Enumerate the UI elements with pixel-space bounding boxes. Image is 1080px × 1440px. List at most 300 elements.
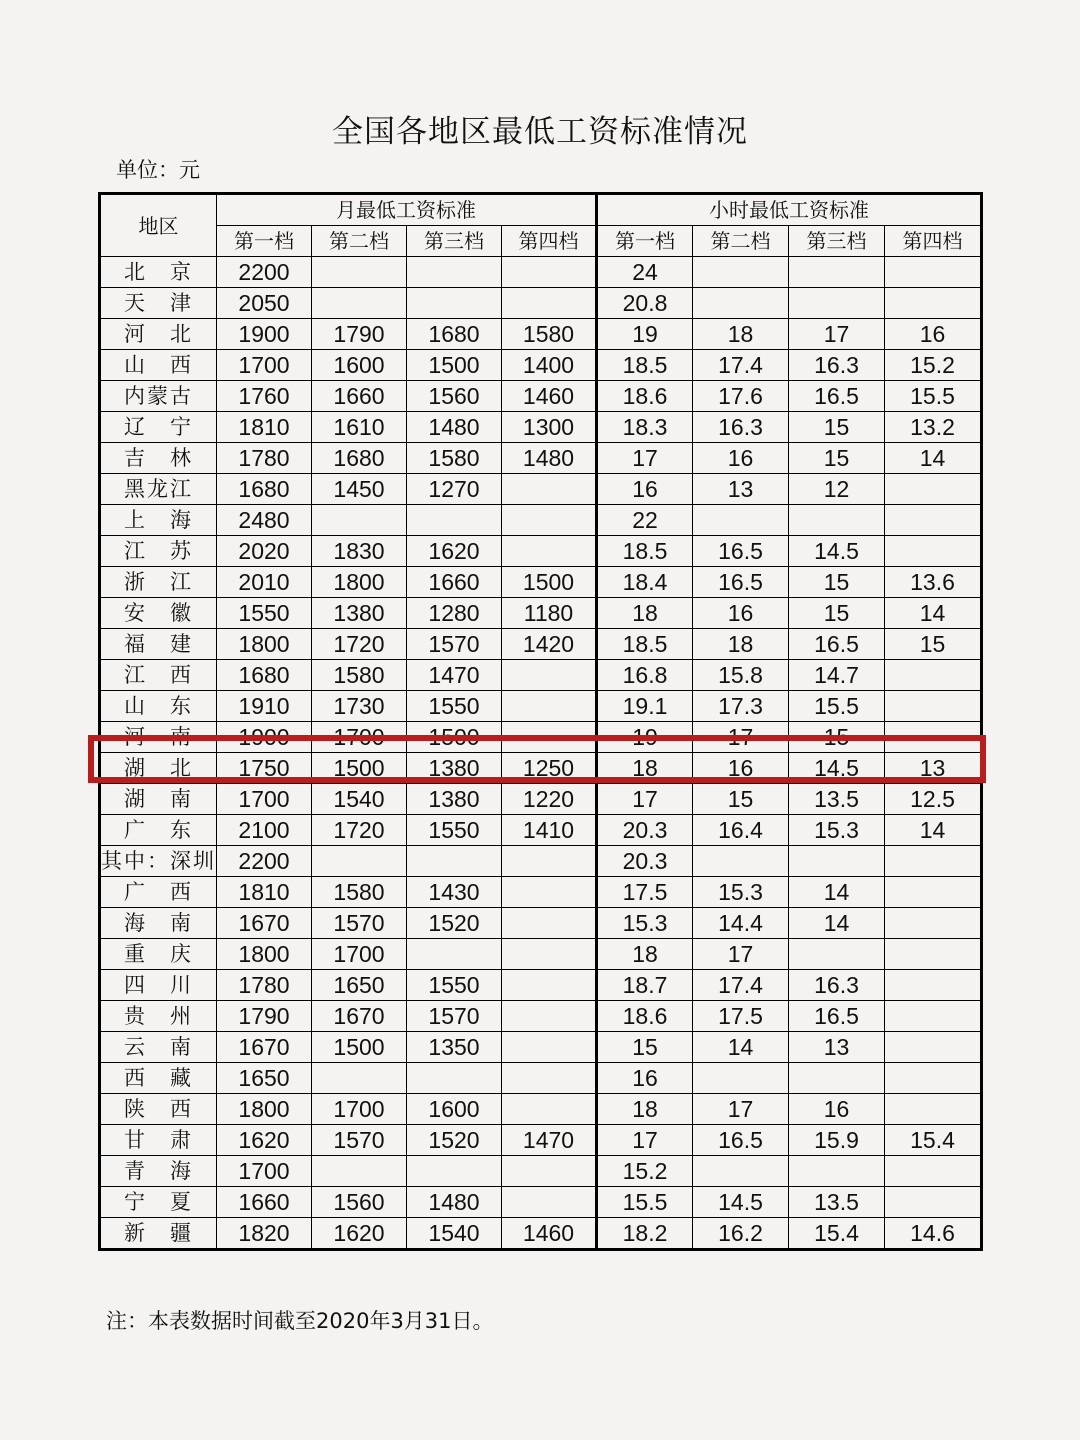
table-row bbox=[100, 815, 982, 846]
monthly-tier-2-cell: 1670 bbox=[312, 1001, 407, 1032]
hourly-tier-2-cell: 18 bbox=[693, 319, 789, 350]
region-cell: 河 南 bbox=[100, 722, 217, 753]
monthly-tier-4-cell bbox=[502, 1063, 597, 1094]
monthly-tier-2-header: 第二档 bbox=[312, 226, 407, 257]
monthly-tier-1-cell: 1910 bbox=[217, 691, 312, 722]
monthly-tier-4-cell bbox=[502, 1187, 597, 1218]
monthly-tier-4-cell bbox=[502, 474, 597, 505]
hourly-tier-3-cell: 14.5 bbox=[789, 536, 885, 567]
monthly-tier-2-cell: 1450 bbox=[312, 474, 407, 505]
hourly-tier-4-cell bbox=[885, 722, 982, 753]
monthly-tier-2-cell: 1720 bbox=[312, 815, 407, 846]
monthly-tier-1-cell: 1820 bbox=[217, 1218, 312, 1250]
monthly-tier-3-cell: 1500 bbox=[407, 350, 502, 381]
table-row bbox=[100, 970, 982, 1001]
monthly-tier-4-cell bbox=[502, 536, 597, 567]
hourly-tier-2-cell bbox=[693, 505, 789, 536]
hourly-tier-3-cell: 15 bbox=[789, 412, 885, 443]
table-row bbox=[100, 1125, 982, 1156]
monthly-tier-1-cell: 1700 bbox=[217, 350, 312, 381]
monthly-tier-4-cell: 1500 bbox=[502, 567, 597, 598]
monthly-tier-2-cell bbox=[312, 1063, 407, 1094]
monthly-tier-3-cell bbox=[407, 939, 502, 970]
monthly-tier-1-cell: 1780 bbox=[217, 443, 312, 474]
monthly-tier-4-cell: 1300 bbox=[502, 412, 597, 443]
hourly-tier-1-cell: 17 bbox=[597, 1125, 693, 1156]
hourly-tier-4-cell: 13.2 bbox=[885, 412, 982, 443]
monthly-tier-3-cell: 1660 bbox=[407, 567, 502, 598]
monthly-tier-1-cell: 1810 bbox=[217, 877, 312, 908]
monthly-tier-2-cell: 1560 bbox=[312, 1187, 407, 1218]
hourly-tier-4-cell bbox=[885, 505, 982, 536]
monthly-tier-1-cell: 1800 bbox=[217, 1094, 312, 1125]
hourly-tier-2-cell: 16.4 bbox=[693, 815, 789, 846]
monthly-tier-4-cell bbox=[502, 1094, 597, 1125]
hourly-tier-3-cell bbox=[789, 288, 885, 319]
hourly-tier-3-cell bbox=[789, 1063, 885, 1094]
footnote: 注：本表数据时间截至2020年3月31日。 bbox=[106, 1309, 494, 1333]
monthly-tier-2-cell: 1700 bbox=[312, 1094, 407, 1125]
hourly-tier-4-cell: 14 bbox=[885, 815, 982, 846]
hourly-tier-4-cell: 15.2 bbox=[885, 350, 982, 381]
hourly-tier-4-cell bbox=[885, 1001, 982, 1032]
monthly-tier-1-cell: 1810 bbox=[217, 412, 312, 443]
hourly-tier-1-cell: 16 bbox=[597, 474, 693, 505]
monthly-tier-3-cell: 1620 bbox=[407, 536, 502, 567]
hourly-tier-4-cell bbox=[885, 474, 982, 505]
monthly-tier-1-cell: 1660 bbox=[217, 1187, 312, 1218]
table-row bbox=[100, 319, 982, 350]
monthly-tier-1-cell: 2480 bbox=[217, 505, 312, 536]
monthly-tier-2-cell: 1540 bbox=[312, 784, 407, 815]
region-cell: 辽 宁 bbox=[100, 412, 217, 443]
hourly-tier-3-cell bbox=[789, 846, 885, 877]
table-row bbox=[100, 443, 982, 474]
table-row bbox=[100, 691, 982, 722]
monthly-tier-1-cell: 1800 bbox=[217, 939, 312, 970]
table-row bbox=[100, 536, 982, 567]
hourly-tier-1-cell: 17.5 bbox=[597, 877, 693, 908]
hourly-tier-4-cell bbox=[885, 257, 982, 288]
hourly-tier-2-cell: 18 bbox=[693, 629, 789, 660]
hourly-tier-1-cell: 18.5 bbox=[597, 536, 693, 567]
hourly-tier-4-cell: 16 bbox=[885, 319, 982, 350]
monthly-tier-3-cell: 1430 bbox=[407, 877, 502, 908]
monthly-tier-3-cell bbox=[407, 846, 502, 877]
monthly-tier-4-cell bbox=[502, 1032, 597, 1063]
region-cell: 黑龙江 bbox=[100, 474, 217, 505]
region-cell: 海 南 bbox=[100, 908, 217, 939]
hourly-tier-4-cell bbox=[885, 1156, 982, 1187]
table-row bbox=[100, 877, 982, 908]
table-row bbox=[100, 846, 982, 877]
hourly-tier-3-cell: 15.4 bbox=[789, 1218, 885, 1250]
monthly-tier-3-cell: 1380 bbox=[407, 753, 502, 784]
monthly-tier-1-cell: 1750 bbox=[217, 753, 312, 784]
monthly-tier-4-cell: 1400 bbox=[502, 350, 597, 381]
monthly-tier-3-cell: 1280 bbox=[407, 598, 502, 629]
region-cell: 湖 南 bbox=[100, 784, 217, 815]
monthly-tier-4-cell bbox=[502, 908, 597, 939]
table-row bbox=[100, 908, 982, 939]
hourly-tier-1-cell: 19 bbox=[597, 722, 693, 753]
monthly-tier-3-cell: 1380 bbox=[407, 784, 502, 815]
monthly-group-header: 月最低工资标准 bbox=[217, 194, 597, 226]
monthly-tier-2-cell: 1790 bbox=[312, 319, 407, 350]
table-row bbox=[100, 412, 982, 443]
monthly-tier-3-cell: 1600 bbox=[407, 1094, 502, 1125]
hourly-tier-3-cell: 16.3 bbox=[789, 970, 885, 1001]
monthly-tier-1-cell: 1700 bbox=[217, 784, 312, 815]
hourly-tier-2-cell: 16 bbox=[693, 598, 789, 629]
monthly-tier-3-cell: 1270 bbox=[407, 474, 502, 505]
table-row bbox=[100, 1001, 982, 1032]
monthly-tier-2-cell: 1600 bbox=[312, 350, 407, 381]
monthly-tier-3-cell: 1520 bbox=[407, 908, 502, 939]
hourly-tier-3-cell: 16.5 bbox=[789, 629, 885, 660]
hourly-tier-2-cell: 17.3 bbox=[693, 691, 789, 722]
hourly-tier-2-header: 第二档 bbox=[693, 226, 789, 257]
hourly-tier-2-cell: 17.6 bbox=[693, 381, 789, 412]
hourly-tier-4-cell bbox=[885, 877, 982, 908]
monthly-tier-4-cell: 1460 bbox=[502, 381, 597, 412]
hourly-tier-3-cell bbox=[789, 505, 885, 536]
hourly-tier-1-cell: 17 bbox=[597, 443, 693, 474]
monthly-tier-4-cell bbox=[502, 939, 597, 970]
monthly-tier-4-cell: 1410 bbox=[502, 815, 597, 846]
monthly-tier-1-cell: 1760 bbox=[217, 381, 312, 412]
monthly-tier-4-cell bbox=[502, 722, 597, 753]
monthly-tier-3-cell: 1470 bbox=[407, 660, 502, 691]
unit-label: 单位：元 bbox=[116, 158, 200, 182]
hourly-tier-1-cell: 18 bbox=[597, 939, 693, 970]
hourly-tier-2-cell: 15.8 bbox=[693, 660, 789, 691]
region-cell: 安 徽 bbox=[100, 598, 217, 629]
hourly-tier-3-header: 第三档 bbox=[789, 226, 885, 257]
region-cell: 青 海 bbox=[100, 1156, 217, 1187]
region-cell: 江 苏 bbox=[100, 536, 217, 567]
monthly-tier-3-cell bbox=[407, 505, 502, 536]
hourly-tier-2-cell bbox=[693, 1156, 789, 1187]
hourly-tier-3-cell: 16.3 bbox=[789, 350, 885, 381]
monthly-tier-1-cell: 1900 bbox=[217, 319, 312, 350]
monthly-tier-3-cell: 1550 bbox=[407, 815, 502, 846]
hourly-tier-4-cell bbox=[885, 939, 982, 970]
hourly-tier-4-header: 第四档 bbox=[885, 226, 982, 257]
monthly-tier-3-cell bbox=[407, 1156, 502, 1187]
hourly-tier-3-cell bbox=[789, 1156, 885, 1187]
hourly-tier-4-cell: 13.6 bbox=[885, 567, 982, 598]
table-row bbox=[100, 1032, 982, 1063]
hourly-tier-3-cell: 12 bbox=[789, 474, 885, 505]
monthly-tier-4-cell bbox=[502, 970, 597, 1001]
region-cell: 其中：深圳 bbox=[100, 846, 217, 877]
hourly-tier-3-cell: 14 bbox=[789, 908, 885, 939]
monthly-tier-4-cell: 1580 bbox=[502, 319, 597, 350]
monthly-tier-4-cell bbox=[502, 1001, 597, 1032]
hourly-tier-1-cell: 19.1 bbox=[597, 691, 693, 722]
hourly-tier-2-cell bbox=[693, 288, 789, 319]
hourly-tier-2-cell: 16.5 bbox=[693, 567, 789, 598]
monthly-tier-3-header: 第三档 bbox=[407, 226, 502, 257]
region-cell: 天 津 bbox=[100, 288, 217, 319]
region-cell: 上 海 bbox=[100, 505, 217, 536]
hourly-tier-2-cell: 17 bbox=[693, 939, 789, 970]
hourly-tier-4-cell bbox=[885, 1187, 982, 1218]
hourly-tier-4-cell bbox=[885, 908, 982, 939]
monthly-tier-2-cell: 1620 bbox=[312, 1218, 407, 1250]
monthly-tier-4-cell bbox=[502, 1156, 597, 1187]
hourly-tier-3-cell: 15 bbox=[789, 567, 885, 598]
region-header: 地区 bbox=[100, 194, 217, 257]
table-row bbox=[100, 1063, 982, 1094]
monthly-tier-1-cell: 1700 bbox=[217, 1156, 312, 1187]
monthly-tier-3-cell bbox=[407, 257, 502, 288]
monthly-tier-4-cell: 1480 bbox=[502, 443, 597, 474]
hourly-tier-1-cell: 18 bbox=[597, 753, 693, 784]
monthly-tier-4-cell bbox=[502, 877, 597, 908]
monthly-tier-1-header: 第一档 bbox=[217, 226, 312, 257]
hourly-tier-4-cell: 13 bbox=[885, 753, 982, 784]
monthly-tier-4-cell: 1180 bbox=[502, 598, 597, 629]
table-row bbox=[100, 1094, 982, 1125]
monthly-tier-1-cell: 1670 bbox=[217, 1032, 312, 1063]
monthly-tier-4-cell: 1420 bbox=[502, 629, 597, 660]
table-row bbox=[100, 1187, 982, 1218]
region-cell: 云 南 bbox=[100, 1032, 217, 1063]
hourly-tier-3-cell: 15.5 bbox=[789, 691, 885, 722]
hourly-tier-4-cell bbox=[885, 691, 982, 722]
hourly-tier-4-cell bbox=[885, 1094, 982, 1125]
hourly-tier-2-cell: 16.5 bbox=[693, 536, 789, 567]
region-cell: 山 西 bbox=[100, 350, 217, 381]
hourly-tier-4-cell: 12.5 bbox=[885, 784, 982, 815]
document-title: 全国各地区最低工资标准情况 bbox=[332, 114, 748, 150]
hourly-tier-1-cell: 15.5 bbox=[597, 1187, 693, 1218]
monthly-tier-3-cell: 1500 bbox=[407, 722, 502, 753]
monthly-tier-2-cell bbox=[312, 257, 407, 288]
hourly-tier-2-cell: 17.5 bbox=[693, 1001, 789, 1032]
monthly-tier-4-cell: 1470 bbox=[502, 1125, 597, 1156]
hourly-tier-1-cell: 19 bbox=[597, 319, 693, 350]
hourly-tier-2-cell: 16 bbox=[693, 753, 789, 784]
region-cell: 浙 江 bbox=[100, 567, 217, 598]
hourly-tier-3-cell: 13 bbox=[789, 1032, 885, 1063]
hourly-tier-2-cell: 16.2 bbox=[693, 1218, 789, 1250]
table-row bbox=[100, 257, 982, 288]
monthly-tier-4-cell: 1220 bbox=[502, 784, 597, 815]
hourly-tier-1-header: 第一档 bbox=[597, 226, 693, 257]
monthly-tier-4-cell: 1250 bbox=[502, 753, 597, 784]
monthly-tier-1-cell: 2050 bbox=[217, 288, 312, 319]
hourly-tier-1-cell: 24 bbox=[597, 257, 693, 288]
monthly-tier-2-cell bbox=[312, 505, 407, 536]
hourly-tier-3-cell: 13.5 bbox=[789, 784, 885, 815]
monthly-tier-1-cell: 1680 bbox=[217, 660, 312, 691]
hourly-tier-4-cell bbox=[885, 970, 982, 1001]
hourly-tier-2-cell: 14.4 bbox=[693, 908, 789, 939]
table-row bbox=[100, 784, 982, 815]
region-cell: 湖 北 bbox=[100, 753, 217, 784]
region-cell: 内蒙古 bbox=[100, 381, 217, 412]
monthly-tier-2-cell: 1580 bbox=[312, 660, 407, 691]
hourly-tier-2-cell: 17 bbox=[693, 1094, 789, 1125]
table-row bbox=[100, 474, 982, 505]
table-row bbox=[100, 350, 982, 381]
hourly-tier-1-cell: 22 bbox=[597, 505, 693, 536]
hourly-tier-4-cell: 14 bbox=[885, 443, 982, 474]
monthly-tier-2-cell: 1830 bbox=[312, 536, 407, 567]
monthly-tier-1-cell: 1800 bbox=[217, 629, 312, 660]
hourly-tier-1-cell: 16.8 bbox=[597, 660, 693, 691]
hourly-tier-1-cell: 18.2 bbox=[597, 1218, 693, 1250]
monthly-tier-2-cell: 1500 bbox=[312, 1032, 407, 1063]
hourly-group-header: 小时最低工资标准 bbox=[597, 194, 982, 226]
hourly-tier-2-cell: 16.5 bbox=[693, 1125, 789, 1156]
hourly-tier-4-cell: 15.4 bbox=[885, 1125, 982, 1156]
hourly-tier-2-cell bbox=[693, 257, 789, 288]
monthly-tier-4-cell bbox=[502, 691, 597, 722]
hourly-tier-2-cell: 14.5 bbox=[693, 1187, 789, 1218]
monthly-tier-3-cell: 1550 bbox=[407, 691, 502, 722]
hourly-tier-3-cell: 15 bbox=[789, 443, 885, 474]
hourly-tier-2-cell: 13 bbox=[693, 474, 789, 505]
hourly-tier-4-cell bbox=[885, 1032, 982, 1063]
hourly-tier-3-cell bbox=[789, 257, 885, 288]
table-row bbox=[100, 939, 982, 970]
hourly-tier-1-cell: 15 bbox=[597, 1032, 693, 1063]
hourly-tier-1-cell: 20.3 bbox=[597, 815, 693, 846]
region-cell: 北 京 bbox=[100, 257, 217, 288]
monthly-tier-2-cell: 1730 bbox=[312, 691, 407, 722]
monthly-tier-2-cell: 1700 bbox=[312, 939, 407, 970]
hourly-tier-3-cell: 13.5 bbox=[789, 1187, 885, 1218]
hourly-tier-4-cell bbox=[885, 846, 982, 877]
hourly-tier-1-cell: 17 bbox=[597, 784, 693, 815]
region-cell: 广 西 bbox=[100, 877, 217, 908]
monthly-tier-1-cell: 2200 bbox=[217, 257, 312, 288]
hourly-tier-3-cell: 16 bbox=[789, 1094, 885, 1125]
hourly-tier-2-cell: 16 bbox=[693, 443, 789, 474]
table-row bbox=[100, 598, 982, 629]
monthly-tier-3-cell: 1570 bbox=[407, 629, 502, 660]
monthly-tier-1-cell: 1550 bbox=[217, 598, 312, 629]
monthly-tier-3-cell: 1350 bbox=[407, 1032, 502, 1063]
hourly-tier-1-cell: 18.5 bbox=[597, 350, 693, 381]
hourly-tier-2-cell: 17.4 bbox=[693, 970, 789, 1001]
monthly-tier-3-cell: 1480 bbox=[407, 412, 502, 443]
region-cell: 宁 夏 bbox=[100, 1187, 217, 1218]
region-cell: 江 西 bbox=[100, 660, 217, 691]
hourly-tier-1-cell: 18.6 bbox=[597, 1001, 693, 1032]
region-cell: 吉 林 bbox=[100, 443, 217, 474]
monthly-tier-4-cell bbox=[502, 660, 597, 691]
table-row bbox=[100, 381, 982, 412]
table-row bbox=[100, 722, 982, 753]
monthly-tier-4-cell bbox=[502, 846, 597, 877]
hourly-tier-4-cell bbox=[885, 536, 982, 567]
region-cell: 贵 州 bbox=[100, 1001, 217, 1032]
hourly-tier-4-cell bbox=[885, 1063, 982, 1094]
monthly-tier-4-header: 第四档 bbox=[502, 226, 597, 257]
hourly-tier-1-cell: 20.3 bbox=[597, 846, 693, 877]
monthly-tier-2-cell: 1570 bbox=[312, 908, 407, 939]
hourly-tier-2-cell bbox=[693, 846, 789, 877]
monthly-tier-1-cell: 1900 bbox=[217, 722, 312, 753]
hourly-tier-3-cell: 17 bbox=[789, 319, 885, 350]
monthly-tier-2-cell: 1720 bbox=[312, 629, 407, 660]
region-cell: 福 建 bbox=[100, 629, 217, 660]
monthly-tier-2-cell bbox=[312, 846, 407, 877]
monthly-tier-1-cell: 1780 bbox=[217, 970, 312, 1001]
monthly-tier-2-cell bbox=[312, 288, 407, 319]
monthly-tier-3-cell bbox=[407, 288, 502, 319]
monthly-tier-3-cell: 1550 bbox=[407, 970, 502, 1001]
hourly-tier-1-cell: 18.6 bbox=[597, 381, 693, 412]
monthly-tier-2-cell: 1610 bbox=[312, 412, 407, 443]
hourly-tier-3-cell: 14.5 bbox=[789, 753, 885, 784]
table-row bbox=[100, 567, 982, 598]
hourly-tier-1-cell: 18.3 bbox=[597, 412, 693, 443]
hourly-tier-3-cell: 15.3 bbox=[789, 815, 885, 846]
monthly-tier-2-cell: 1380 bbox=[312, 598, 407, 629]
hourly-tier-2-cell: 15.3 bbox=[693, 877, 789, 908]
hourly-tier-2-cell: 16.3 bbox=[693, 412, 789, 443]
monthly-tier-2-cell: 1800 bbox=[312, 567, 407, 598]
monthly-tier-3-cell: 1480 bbox=[407, 1187, 502, 1218]
table-row bbox=[100, 1218, 982, 1250]
hourly-tier-1-cell: 20.8 bbox=[597, 288, 693, 319]
monthly-tier-2-cell: 1660 bbox=[312, 381, 407, 412]
monthly-tier-3-cell bbox=[407, 1063, 502, 1094]
region-cell: 广 东 bbox=[100, 815, 217, 846]
table-body bbox=[100, 257, 982, 1250]
monthly-tier-4-cell bbox=[502, 505, 597, 536]
monthly-tier-1-cell: 1680 bbox=[217, 474, 312, 505]
region-cell: 陕 西 bbox=[100, 1094, 217, 1125]
monthly-tier-2-cell: 1570 bbox=[312, 1125, 407, 1156]
monthly-tier-2-cell: 1500 bbox=[312, 753, 407, 784]
monthly-tier-3-cell: 1520 bbox=[407, 1125, 502, 1156]
hourly-tier-1-cell: 18.5 bbox=[597, 629, 693, 660]
monthly-tier-2-cell: 1650 bbox=[312, 970, 407, 1001]
monthly-tier-1-cell: 1790 bbox=[217, 1001, 312, 1032]
monthly-tier-2-cell: 1580 bbox=[312, 877, 407, 908]
hourly-tier-3-cell: 16.5 bbox=[789, 381, 885, 412]
hourly-tier-3-cell: 16.5 bbox=[789, 1001, 885, 1032]
monthly-tier-1-cell: 2020 bbox=[217, 536, 312, 567]
monthly-tier-3-cell: 1680 bbox=[407, 319, 502, 350]
region-cell: 河 北 bbox=[100, 319, 217, 350]
hourly-tier-1-cell: 18 bbox=[597, 598, 693, 629]
hourly-tier-3-cell: 15 bbox=[789, 722, 885, 753]
hourly-tier-3-cell: 14.7 bbox=[789, 660, 885, 691]
hourly-tier-2-cell: 17.4 bbox=[693, 350, 789, 381]
monthly-tier-4-cell: 1460 bbox=[502, 1218, 597, 1250]
monthly-tier-1-cell: 2200 bbox=[217, 846, 312, 877]
table-row bbox=[100, 629, 982, 660]
hourly-tier-2-cell bbox=[693, 1063, 789, 1094]
region-cell: 新 疆 bbox=[100, 1218, 217, 1250]
hourly-tier-2-cell: 14 bbox=[693, 1032, 789, 1063]
region-cell: 山 东 bbox=[100, 691, 217, 722]
table-row bbox=[100, 753, 982, 784]
table-row bbox=[100, 505, 982, 536]
hourly-tier-3-cell: 15.9 bbox=[789, 1125, 885, 1156]
monthly-tier-2-cell: 1680 bbox=[312, 443, 407, 474]
monthly-tier-3-cell: 1560 bbox=[407, 381, 502, 412]
monthly-tier-1-cell: 1670 bbox=[217, 908, 312, 939]
